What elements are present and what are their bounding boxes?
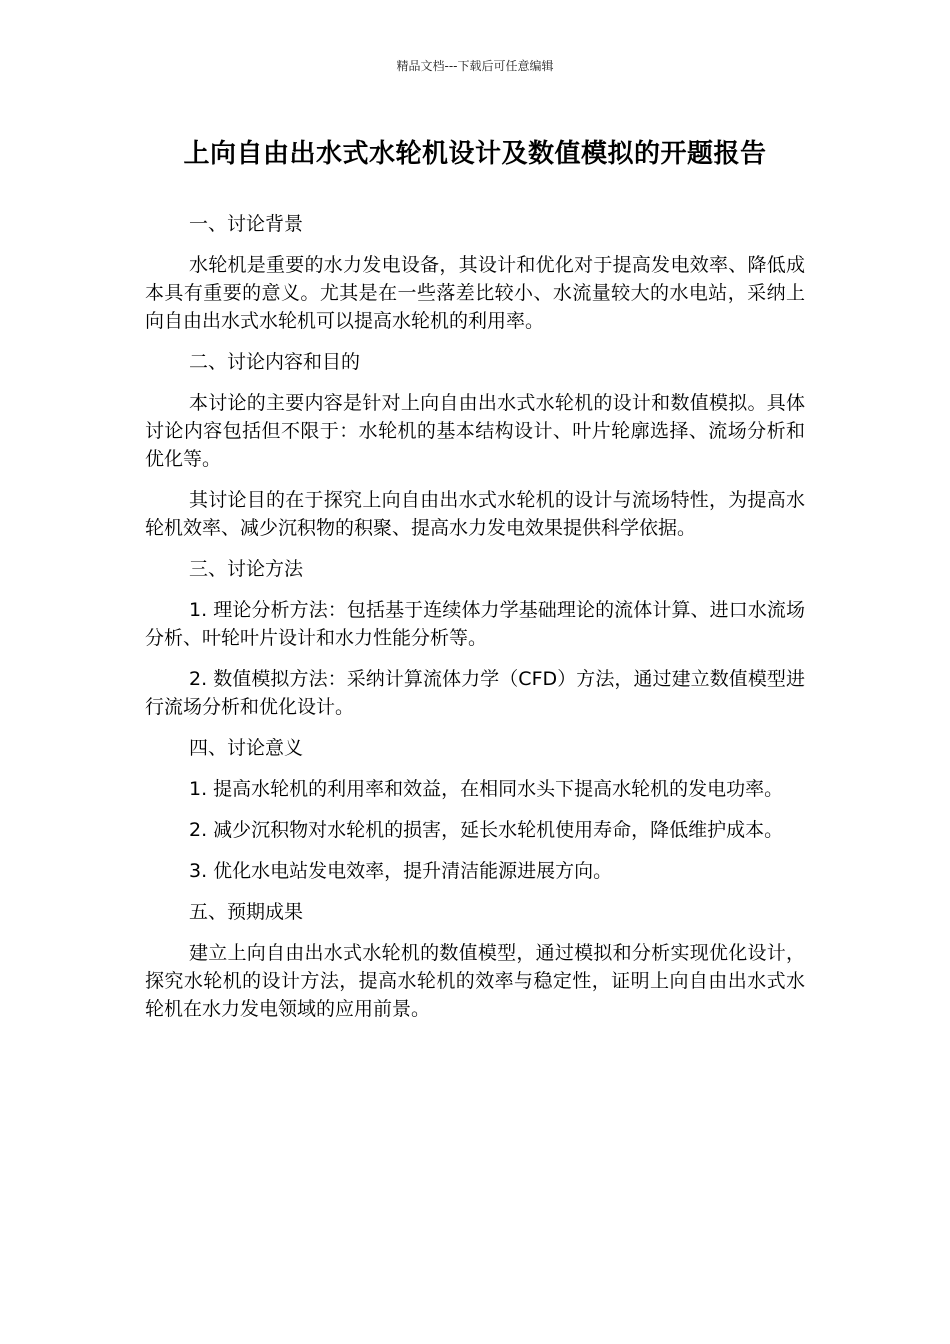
header-note: 精品文档---下载后可任意编辑: [396, 59, 554, 73]
document-title: 上向自由出水式水轮机设计及数值模拟的开题报告: [183, 139, 767, 169]
paragraph-significance-2: 2. 减少沉积物对水轮机的损害，延长水轮机使用寿命，降低维护成本。: [189, 819, 784, 841]
section-heading-background: 一、讨论背景: [189, 213, 304, 235]
section-heading-content-goals: 二、讨论内容和目的: [189, 351, 361, 373]
paragraph-method-numerical: 2. 数值模拟方法：采纳计算流体力学（CFD）方法，通过建立数值模型进行流场分析和优化设计。: [145, 668, 805, 718]
paragraph-background: 水轮机是重要的水力发电设备，其设计和优化对于提高发电效率、降低成本具有重要的意义。尤其是在一些落差比较小、水流量较大的水电站，采纳上向自由出水式水轮机可以提高水轮机的利用率。: [145, 254, 805, 332]
section-heading-methods: 三、讨论方法: [189, 558, 304, 580]
document-body: [145, 210, 805, 1036]
section-heading-significance: 四、讨论意义: [189, 737, 304, 759]
paragraph-method-theory: 1. 理论分析方法：包括基于连续体力学基础理论的流体计算、进口水流场分析、叶轮叶片设计和水力性能分析等。: [145, 599, 805, 649]
paragraph-expected-results: 建立上向自由出水式水轮机的数值模型，通过模拟和分析实现优化设计，探究水轮机的设计方法，提高水轮机的效率与稳定性，证明上向自由出水式水轮机在水力发电领域的应用前景。: [145, 942, 805, 1020]
paragraph-significance-1: 1. 提高水轮机的利用率和效益，在相同水头下提高水轮机的发电功率。: [189, 778, 784, 800]
paragraph-goals: 其讨论目的在于探究上向自由出水式水轮机的设计与流场特性，为提高水轮机效率、减少沉积物的积聚、提高水力发电效果提供科学依据。: [145, 489, 805, 539]
paragraph-content: 本讨论的主要内容是针对上向自由出水式水轮机的设计和数值模拟。具体讨论内容包括但不限于：水轮机的基本结构设计、叶片轮廓选择、流场分析和优化等。: [145, 392, 805, 470]
paragraph-significance-3: 3. 优化水电站发电效率，提升清洁能源进展方向。: [189, 860, 613, 882]
section-heading-expected-results: 五、预期成果: [189, 901, 304, 923]
